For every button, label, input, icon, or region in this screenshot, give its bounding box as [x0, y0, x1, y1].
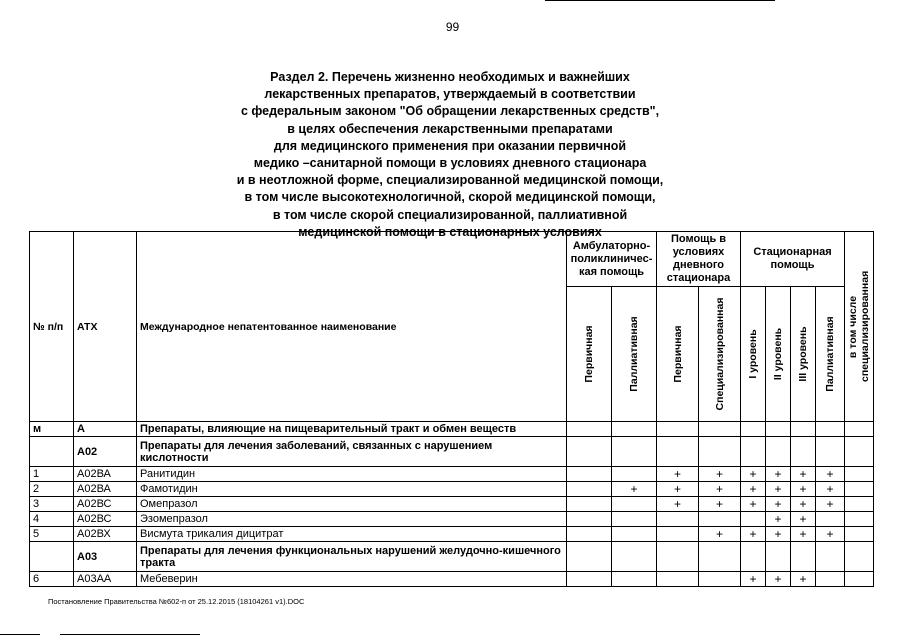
table-row: [30, 467, 874, 482]
top-rule: [545, 0, 775, 1]
cell-mark: +: [699, 467, 741, 482]
header-line: условиях: [672, 246, 725, 258]
cell-mark: [657, 572, 699, 587]
cell-mark: [816, 422, 845, 437]
cell-num: 1: [30, 467, 74, 482]
cell-mark: [612, 542, 657, 572]
cell-mark: [699, 542, 741, 572]
title-line: с федеральным законом "Об обращении лекарственных средств",: [240, 104, 660, 119]
cell-mark: [816, 542, 845, 572]
header-sub-column: Паллиативная: [816, 287, 845, 422]
cell-mark: [845, 542, 874, 572]
cell-num: м: [30, 422, 74, 437]
title-line: лекарственных препаратов, утверждаемый в соответствии: [264, 87, 636, 102]
table-row: [30, 437, 874, 467]
cell-mark: [766, 437, 791, 467]
cell-num: [30, 542, 74, 572]
cell-name: Фамотидин: [137, 482, 567, 497]
cell-mark: [845, 422, 874, 437]
cell-mark: [845, 512, 874, 527]
cell-mark: +: [766, 482, 791, 497]
cell-mark: [741, 542, 766, 572]
cell-mark: [699, 572, 741, 587]
cell-num: [30, 437, 74, 467]
cell-num: 4: [30, 512, 74, 527]
cell-mark: [612, 512, 657, 527]
title-line: в целях обеспечения лекарственными препаратами: [287, 121, 613, 136]
header-sub-column: Специализированная: [699, 287, 741, 422]
title-line: медицинской помощи в стационарных условиях: [298, 224, 602, 239]
cell-name: Препараты для лечения функциональных нарушений желудочно-кишечного тракта: [137, 542, 567, 572]
header-num: № п/п: [30, 232, 74, 422]
cell-mark: [657, 542, 699, 572]
cell-mark: +: [657, 467, 699, 482]
cell-mark: +: [791, 497, 816, 512]
header-sub-column: I уровень: [741, 287, 766, 422]
cell-name: Препараты для лечения заболеваний, связанных с нарушением кислотности: [137, 437, 567, 467]
cell-atc: А02ВС: [74, 512, 137, 527]
cell-mark: +: [741, 497, 766, 512]
cell-mark: [567, 527, 612, 542]
cell-name: Мебеверин: [137, 572, 567, 587]
cell-mark: [567, 512, 612, 527]
drug-list-table: [29, 231, 874, 587]
cell-atc: А02ВА: [74, 467, 137, 482]
cell-mark: [766, 542, 791, 572]
title-line: для медицинского применения при оказании первичной: [273, 138, 627, 153]
cell-mark: [845, 437, 874, 467]
cell-atc: А03: [74, 542, 137, 572]
cell-mark: +: [612, 482, 657, 497]
cell-mark: [741, 437, 766, 467]
cell-atc: А02: [74, 437, 137, 467]
cell-name: Омепразол: [137, 497, 567, 512]
cell-mark: [567, 422, 612, 437]
cell-mark: [567, 437, 612, 467]
title-line: и в неотложной форме, специализированной медицинской помощи,: [236, 173, 664, 188]
cell-num: 2: [30, 482, 74, 497]
table-row: [30, 482, 874, 497]
cell-mark: +: [791, 572, 816, 587]
cell-mark: [845, 482, 874, 497]
cell-name: Препараты, влияющие на пищеварительный тракт и обмен веществ: [137, 422, 567, 437]
title-line: в том числе высокотехнологичной, скорой медицинской помощи,: [244, 190, 656, 205]
header-group-stationary: [741, 232, 845, 287]
cell-mark: [816, 437, 845, 467]
cell-mark: [845, 572, 874, 587]
cell-mark: +: [816, 467, 845, 482]
cell-mark: [845, 467, 874, 482]
header-sub-column: Паллиативная: [612, 287, 657, 422]
cell-name: Висмута трикалия дицитрат: [137, 527, 567, 542]
cell-mark: +: [816, 497, 845, 512]
cell-mark: +: [816, 482, 845, 497]
cell-mark: [567, 482, 612, 497]
cell-mark: +: [791, 482, 816, 497]
cell-mark: [791, 422, 816, 437]
table-row: [30, 497, 874, 512]
cell-mark: +: [657, 482, 699, 497]
cell-num: 5: [30, 527, 74, 542]
header-group-ambulatory: [567, 232, 657, 287]
cell-mark: [612, 497, 657, 512]
title-line: медико –санитарной помощи в условиях дневного стационара: [253, 156, 647, 171]
title-line: Раздел 2. Перечень жизненно необходимых и важнейших: [270, 70, 630, 84]
header-group-day-hospital: [657, 232, 741, 287]
cell-atc: А02ВС: [74, 497, 137, 512]
cell-mark: [766, 422, 791, 437]
cell-mark: +: [766, 572, 791, 587]
header-line: поликлиничес-: [570, 252, 653, 265]
cell-mark: [657, 512, 699, 527]
cell-atc: А02ВХ: [74, 527, 137, 542]
cell-mark: +: [791, 512, 816, 527]
bottom-rule-mid: [60, 634, 200, 635]
cell-mark: [845, 497, 874, 512]
cell-mark: +: [766, 512, 791, 527]
header-specialized-incl: в том числе специализированная: [845, 232, 874, 422]
cell-mark: [699, 422, 741, 437]
cell-mark: [699, 437, 741, 467]
cell-mark: +: [741, 572, 766, 587]
section-title: [150, 69, 750, 241]
cell-mark: [612, 527, 657, 542]
header-line: Амбулаторно-: [572, 239, 651, 252]
cell-mark: [816, 512, 845, 527]
cell-num: 6: [30, 572, 74, 587]
cell-mark: +: [741, 467, 766, 482]
cell-atc: А03АА: [74, 572, 137, 587]
cell-mark: +: [657, 497, 699, 512]
cell-mark: [699, 512, 741, 527]
header-sub-column: Первичная: [567, 287, 612, 422]
cell-name: Эзомепразол: [137, 512, 567, 527]
header-atc: АТХ: [74, 232, 137, 422]
cell-atc: А: [74, 422, 137, 437]
footer-doc-reference: Постановление Правительства №602-п от 25.12.2015 (18104261 v1).DOC: [48, 597, 305, 606]
table-row: [30, 542, 874, 572]
cell-mark: [657, 422, 699, 437]
table-row: [30, 512, 874, 527]
header-line: Стационарная: [753, 246, 832, 258]
header-sub-column: III уровень: [791, 287, 816, 422]
cell-mark: [657, 527, 699, 542]
cell-mark: [567, 497, 612, 512]
header-line: дневного: [672, 259, 725, 271]
cell-mark: [612, 437, 657, 467]
cell-num: 3: [30, 497, 74, 512]
cell-mark: +: [766, 467, 791, 482]
bottom-rule-left: [0, 634, 40, 635]
cell-mark: +: [766, 497, 791, 512]
header-sub-column: II уровень: [766, 287, 791, 422]
cell-mark: [567, 467, 612, 482]
cell-mark: [567, 542, 612, 572]
cell-mark: +: [766, 527, 791, 542]
cell-mark: [741, 422, 766, 437]
header-line: помощь: [770, 259, 815, 271]
cell-mark: +: [699, 527, 741, 542]
cell-mark: +: [791, 467, 816, 482]
cell-mark: [845, 527, 874, 542]
page-number: 99: [445, 20, 460, 34]
cell-mark: +: [699, 482, 741, 497]
header-line: кая помощь: [578, 265, 645, 278]
cell-atc: А02ВА: [74, 482, 137, 497]
cell-mark: +: [791, 527, 816, 542]
header-line: стационара: [666, 272, 731, 284]
header-sub-column: Первичная: [657, 287, 699, 422]
cell-mark: [791, 542, 816, 572]
cell-mark: +: [741, 527, 766, 542]
cell-mark: [567, 572, 612, 587]
table-row: [30, 422, 874, 437]
cell-mark: [612, 467, 657, 482]
cell-mark: [816, 572, 845, 587]
table-row: [30, 572, 874, 587]
header-line: Помощь в: [670, 233, 727, 245]
cell-mark: [612, 572, 657, 587]
cell-mark: +: [699, 497, 741, 512]
cell-name: Ранитидин: [137, 467, 567, 482]
header-name: Международное непатентованное наименование: [137, 232, 567, 422]
cell-mark: +: [816, 527, 845, 542]
title-line: в том числе скорой специализированной, паллиативной: [272, 207, 628, 222]
cell-mark: [657, 437, 699, 467]
cell-mark: [741, 512, 766, 527]
cell-mark: [791, 437, 816, 467]
table-row: [30, 527, 874, 542]
cell-mark: +: [741, 482, 766, 497]
cell-mark: [612, 422, 657, 437]
